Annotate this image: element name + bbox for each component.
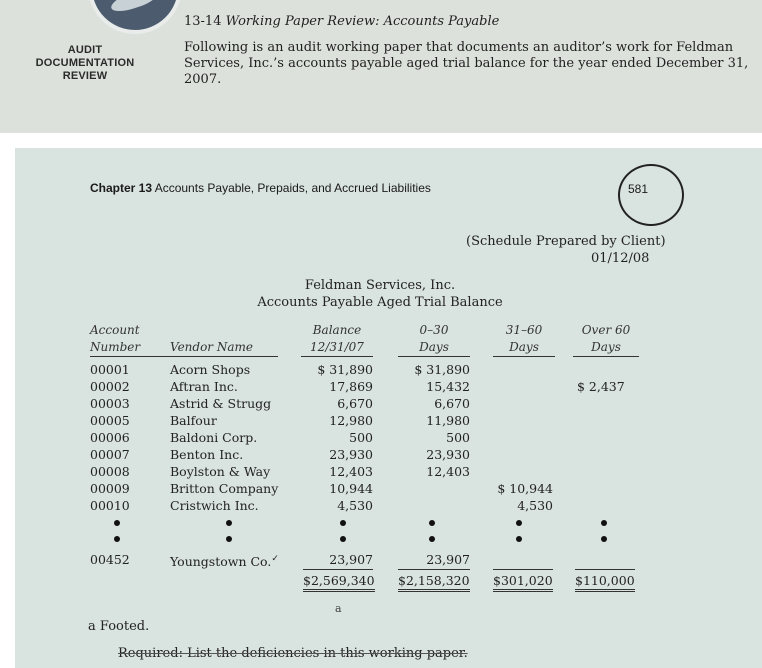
cell-balance: 23,907 — [329, 552, 373, 567]
required-instruction: Required: List the deficiencies in this working paper. — [118, 646, 468, 661]
ellipsis-dot — [429, 536, 435, 542]
problem-header — [0, 0, 762, 133]
cell-account: 00008 — [90, 464, 130, 479]
ellipsis-dot — [516, 520, 522, 526]
cell-0-30: 11,980 — [426, 413, 470, 428]
ellipsis-dot — [226, 536, 232, 542]
prepared-by: (Schedule Prepared by Client) — [466, 234, 666, 249]
cell-balance: 10,944 — [329, 481, 373, 496]
company-name: Feldman Services, Inc. — [304, 278, 456, 293]
ellipsis-dot — [429, 520, 435, 526]
tick-mark: ✓ — [271, 554, 279, 564]
total-0-30: $2,158,320 — [398, 573, 470, 592]
col-header-0-30 — [398, 322, 470, 357]
chapter-label: Chapter 13 — [90, 181, 153, 195]
total-rule-0-30 — [398, 569, 470, 570]
cell-31-60: $ 10,944 — [497, 481, 553, 496]
ellipsis-dot — [601, 536, 607, 542]
cell-account: 00010 — [90, 498, 130, 513]
problem-title-text: Working Paper Review: Accounts Payable — [225, 14, 500, 29]
ellipsis-dot — [516, 536, 522, 542]
col-header-over-60 — [573, 322, 639, 357]
cell-vendor-text: Youngstown Co. — [170, 554, 272, 570]
cell-account: 00452 — [90, 552, 130, 567]
cell-0-30: 23,907 — [426, 552, 470, 567]
side-label-review: REVIEW — [62, 70, 108, 82]
cell-0-30: 23,930 — [426, 447, 470, 462]
cell-balance: $ 31,890 — [317, 362, 373, 377]
col-header-balance — [301, 322, 373, 357]
cell-vendor — [170, 551, 279, 570]
total-31-60: $301,020 — [493, 573, 553, 592]
cell-0-30: 500 — [446, 430, 470, 445]
ellipsis-dot — [114, 520, 120, 526]
header-rule — [90, 356, 278, 357]
problem-number: 13-14 — [184, 14, 222, 29]
col-header-over-60-line1: Over 60 — [581, 323, 631, 337]
col-header-0-30-line1: 0–30 — [419, 323, 449, 337]
schedule-date: 01/12/08 — [591, 251, 650, 266]
col-header-vendor-text: Vendor Name — [170, 340, 253, 354]
cell-account: 00002 — [90, 379, 130, 394]
col-header-31-60 — [493, 322, 555, 357]
cell-vendor: Baldoni Corp. — [170, 430, 258, 445]
col-header-31-60-line1: 31–60 — [505, 323, 543, 337]
total-rule-31-60 — [493, 569, 553, 570]
chapter-title: Accounts Payable, Prepaids, and Accrued Liabilities — [154, 181, 431, 195]
cell-account: 00003 — [90, 396, 130, 411]
ellipsis-dot — [226, 520, 232, 526]
cell-0-30: $ 31,890 — [414, 362, 470, 377]
cell-0-30: 15,432 — [426, 379, 470, 394]
ellipsis-dot — [114, 536, 120, 542]
cell-31-60: 4,530 — [517, 498, 553, 513]
col-header-0-30-line2: Days — [398, 339, 470, 357]
cell-vendor: Benton Inc. — [170, 447, 244, 462]
cell-balance: 12,980 — [329, 413, 373, 428]
schedule-title: Accounts Payable Aged Trial Balance — [257, 295, 503, 310]
cell-vendor: Aftran Inc. — [170, 379, 238, 394]
cell-vendor: Balfour — [170, 413, 217, 428]
cell-vendor: Astrid & Strugg — [170, 396, 272, 411]
col-header-balance-line2: 12/31/07 — [301, 339, 373, 357]
total-over-60: $110,000 — [575, 573, 635, 592]
cell-0-30: 6,670 — [434, 396, 470, 411]
ellipsis-dot — [340, 520, 346, 526]
col-header-account-line1: Account — [90, 323, 140, 337]
cell-balance: 17,869 — [329, 379, 373, 394]
cell-balance: 6,670 — [337, 396, 373, 411]
ellipsis-dot — [601, 520, 607, 526]
cell-account: 00009 — [90, 481, 130, 496]
cell-balance: 4,530 — [337, 498, 373, 513]
cell-balance: 500 — [349, 430, 373, 445]
cell-vendor: Britton Company — [170, 481, 279, 496]
total-rule-over-60 — [575, 569, 635, 570]
cell-vendor: Boylston & Way — [170, 464, 271, 479]
side-label-documentation: DOCUMENTATION — [35, 57, 135, 69]
cell-account: 00001 — [90, 362, 130, 377]
footnote: a Footed. — [88, 619, 150, 634]
col-header-balance-line1: Balance — [312, 323, 362, 337]
col-header-31-60-line2: Days — [493, 339, 555, 357]
col-header-vendor — [170, 339, 253, 356]
eagle-logo-icon — [88, 0, 182, 34]
cell-account: 00006 — [90, 430, 130, 445]
problem-text: Following is an audit working paper that documents an auditor’s work for Feldman Services, Inc.’s accounts payable aged trial balance for the year ended December 31, 2007. — [184, 40, 749, 87]
col-header-account-line2: Number — [90, 339, 248, 357]
cell-account: 00005 — [90, 413, 130, 428]
cell-0-30: 12,403 — [426, 464, 470, 479]
total-rule-balance — [303, 569, 373, 570]
cell-balance: 12,403 — [329, 464, 373, 479]
page-number: 581 — [628, 182, 649, 196]
bird-shape — [109, 0, 160, 15]
footnote-mark: a — [335, 602, 342, 615]
cell-account: 00007 — [90, 447, 130, 462]
cell-vendor: Acorn Shops — [170, 362, 251, 377]
problem-title — [184, 14, 499, 29]
total-balance: $2,569,340 — [303, 573, 375, 592]
cell-over-60: $ 2,437 — [577, 379, 625, 394]
chapter-heading — [90, 181, 431, 195]
cell-vendor: Cristwich Inc. — [170, 498, 259, 513]
col-header-over-60-line2: Days — [573, 339, 639, 357]
cell-balance: 23,930 — [329, 447, 373, 462]
ellipsis-dot — [340, 536, 346, 542]
side-label-audit: AUDIT — [67, 44, 103, 56]
page-gap — [0, 133, 762, 148]
